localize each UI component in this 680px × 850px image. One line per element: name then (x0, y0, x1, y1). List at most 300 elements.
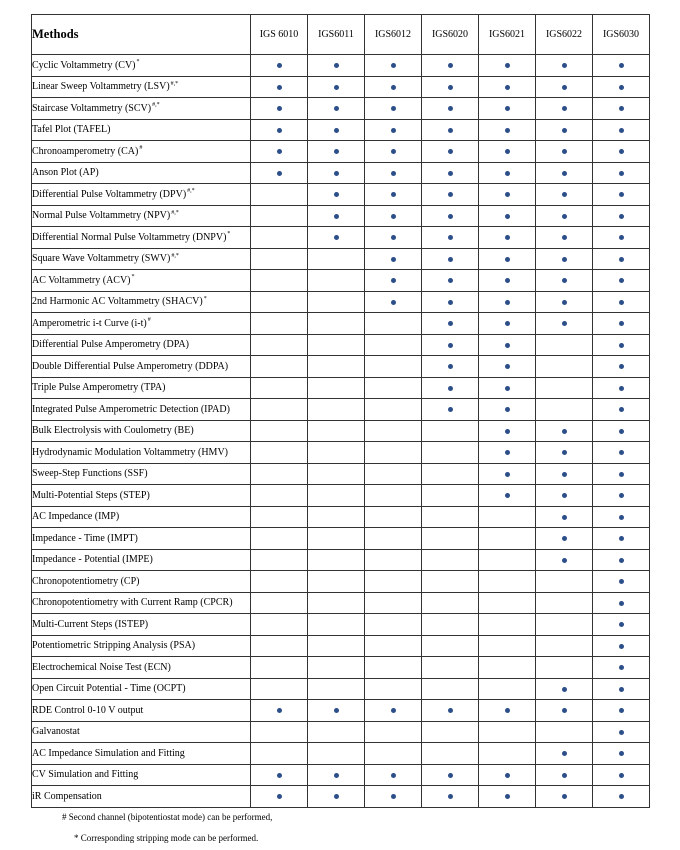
methods-capability-table (31, 14, 650, 808)
footnote-second-channel: # Second channel (bipotentiostat mode) can be performed, (62, 812, 273, 822)
capability-cell (422, 184, 479, 206)
method-name-cell (32, 184, 251, 206)
supported-dot-icon (277, 63, 282, 68)
capability-cell (593, 55, 650, 77)
supported-dot-icon (619, 321, 624, 326)
table-row (32, 549, 650, 571)
capability-cell (479, 377, 536, 399)
supported-dot-icon (391, 773, 396, 778)
capability-cell (593, 291, 650, 313)
model-column-header: IGS6021 (479, 15, 536, 55)
capability-cell (479, 506, 536, 528)
capability-cell (536, 184, 593, 206)
method-name-cell (32, 592, 251, 614)
supported-dot-icon (505, 429, 510, 434)
capability-cell (251, 463, 308, 485)
capability-cell (308, 571, 365, 593)
model-column-header: IGS6030 (593, 15, 650, 55)
capability-cell (308, 420, 365, 442)
supported-dot-icon (619, 149, 624, 154)
method-name: Differential Pulse Amperometry (DPA) (32, 339, 189, 351)
supported-dot-icon (619, 773, 624, 778)
supported-dot-icon (391, 171, 396, 176)
method-footnote-mark: # (147, 317, 151, 324)
capability-cell (479, 399, 536, 421)
capability-cell (308, 506, 365, 528)
supported-dot-icon (334, 235, 339, 240)
capability-cell (479, 162, 536, 184)
footnote-stripping-mode: * Corresponding stripping mode can be performed. (74, 833, 259, 843)
table-row (32, 786, 650, 808)
supported-dot-icon (391, 300, 396, 305)
supported-dot-icon (505, 257, 510, 262)
table-row (32, 119, 650, 141)
supported-dot-icon (391, 149, 396, 154)
capability-cell (479, 98, 536, 120)
capability-cell (536, 657, 593, 679)
capability-cell (365, 227, 422, 249)
supported-dot-icon (277, 171, 282, 176)
method-name-cell (32, 743, 251, 765)
capability-cell (479, 657, 536, 679)
capability-cell (536, 678, 593, 700)
supported-dot-icon (619, 106, 624, 111)
methods-column-header: Methods (32, 15, 251, 55)
capability-cell (308, 721, 365, 743)
capability-cell (251, 506, 308, 528)
supported-dot-icon (448, 149, 453, 154)
supported-dot-icon (562, 687, 567, 692)
supported-dot-icon (391, 257, 396, 262)
capability-cell (479, 119, 536, 141)
supported-dot-icon (448, 278, 453, 283)
supported-dot-icon (391, 214, 396, 219)
capability-cell (365, 635, 422, 657)
supported-dot-icon (448, 407, 453, 412)
capability-cell (365, 528, 422, 550)
capability-cell (365, 700, 422, 722)
supported-dot-icon (619, 622, 624, 627)
capability-cell (308, 184, 365, 206)
supported-dot-icon (619, 558, 624, 563)
capability-cell (479, 334, 536, 356)
capability-cell (593, 76, 650, 98)
capability-cell (308, 141, 365, 163)
capability-cell (422, 141, 479, 163)
table-row (32, 377, 650, 399)
supported-dot-icon (562, 794, 567, 799)
capability-cell (479, 678, 536, 700)
supported-dot-icon (334, 214, 339, 219)
capability-cell (251, 614, 308, 636)
supported-dot-icon (505, 321, 510, 326)
table-row (32, 463, 650, 485)
supported-dot-icon (562, 536, 567, 541)
capability-cell (479, 205, 536, 227)
method-name-cell (32, 356, 251, 378)
capability-cell (251, 549, 308, 571)
capability-cell (479, 291, 536, 313)
table-row (32, 141, 650, 163)
capability-cell (422, 743, 479, 765)
capability-cell (422, 764, 479, 786)
capability-cell (536, 700, 593, 722)
capability-cell (593, 377, 650, 399)
supported-dot-icon (391, 278, 396, 283)
supported-dot-icon (562, 235, 567, 240)
capability-cell (422, 549, 479, 571)
table-row (32, 635, 650, 657)
supported-dot-icon (619, 364, 624, 369)
capability-cell (422, 270, 479, 292)
capability-cell (308, 76, 365, 98)
method-name-cell (32, 291, 251, 313)
capability-cell (536, 399, 593, 421)
supported-dot-icon (505, 235, 510, 240)
method-name-cell (32, 270, 251, 292)
supported-dot-icon (619, 278, 624, 283)
supported-dot-icon (448, 235, 453, 240)
table-row (32, 571, 650, 593)
method-name: Open Circuit Potential - Time (OCPT) (32, 683, 186, 695)
table-row (32, 657, 650, 679)
supported-dot-icon (277, 794, 282, 799)
supported-dot-icon (505, 85, 510, 90)
supported-dot-icon (448, 364, 453, 369)
supported-dot-icon (505, 450, 510, 455)
method-name: Differential Normal Pulse Voltammetry (DNPV) (32, 231, 227, 243)
capability-cell (251, 162, 308, 184)
supported-dot-icon (562, 257, 567, 262)
capability-cell (251, 270, 308, 292)
supported-dot-icon (562, 493, 567, 498)
capability-cell (536, 420, 593, 442)
capability-cell (308, 786, 365, 808)
supported-dot-icon (334, 85, 339, 90)
capability-cell (365, 291, 422, 313)
capability-cell (536, 442, 593, 464)
capability-cell (593, 721, 650, 743)
supported-dot-icon (505, 278, 510, 283)
method-name-cell (32, 635, 251, 657)
capability-cell (251, 98, 308, 120)
method-name: Tafel Plot (TAFEL) (32, 124, 111, 136)
supported-dot-icon (619, 450, 624, 455)
supported-dot-icon (562, 751, 567, 756)
capability-cell (308, 227, 365, 249)
table-row (32, 76, 650, 98)
supported-dot-icon (448, 794, 453, 799)
capability-cell (536, 377, 593, 399)
supported-dot-icon (505, 128, 510, 133)
capability-cell (308, 98, 365, 120)
supported-dot-icon (562, 321, 567, 326)
supported-dot-icon (619, 235, 624, 240)
capability-cell (479, 313, 536, 335)
capability-cell (251, 635, 308, 657)
supported-dot-icon (505, 106, 510, 111)
capability-cell (422, 356, 479, 378)
supported-dot-icon (562, 450, 567, 455)
capability-cell (422, 678, 479, 700)
supported-dot-icon (619, 171, 624, 176)
supported-dot-icon (448, 321, 453, 326)
supported-dot-icon (562, 85, 567, 90)
capability-cell (422, 571, 479, 593)
table-row (32, 205, 650, 227)
supported-dot-icon (562, 300, 567, 305)
method-name-cell (32, 98, 251, 120)
method-name: Chronoamperometry (CA) (32, 145, 139, 157)
method-footnote-mark: #,* (171, 209, 179, 216)
capability-cell (251, 420, 308, 442)
supported-dot-icon (619, 300, 624, 305)
method-name: Linear Sweep Voltammetry (LSV) (32, 81, 170, 93)
capability-cell (365, 506, 422, 528)
capability-cell (536, 227, 593, 249)
capability-cell (593, 356, 650, 378)
capability-cell (365, 442, 422, 464)
supported-dot-icon (505, 214, 510, 219)
capability-cell (479, 227, 536, 249)
capability-cell (593, 657, 650, 679)
method-name-cell (32, 141, 251, 163)
supported-dot-icon (619, 192, 624, 197)
capability-cell (308, 205, 365, 227)
method-name-cell (32, 55, 251, 77)
capability-cell (365, 420, 422, 442)
capability-cell (422, 248, 479, 270)
method-name: Anson Plot (AP) (32, 167, 99, 179)
table-row (32, 743, 650, 765)
capability-cell (251, 356, 308, 378)
supported-dot-icon (619, 579, 624, 584)
capability-cell (479, 764, 536, 786)
supported-dot-icon (391, 106, 396, 111)
supported-dot-icon (505, 149, 510, 154)
method-footnote-mark: * (131, 274, 135, 281)
table-row (32, 184, 650, 206)
capability-cell (479, 485, 536, 507)
capability-cell (593, 463, 650, 485)
capability-cell (593, 248, 650, 270)
capability-cell (308, 270, 365, 292)
supported-dot-icon (562, 472, 567, 477)
capability-cell (251, 678, 308, 700)
supported-dot-icon (619, 472, 624, 477)
capability-cell (251, 313, 308, 335)
capability-cell (308, 485, 365, 507)
method-name-cell (32, 678, 251, 700)
supported-dot-icon (391, 708, 396, 713)
method-name: Differential Pulse Voltammetry (DPV) (32, 188, 187, 200)
table-row (32, 700, 650, 722)
capability-cell (308, 377, 365, 399)
capability-cell (536, 635, 593, 657)
method-name: 2nd Harmonic AC Voltammetry (SHACV) (32, 296, 203, 308)
supported-dot-icon (505, 343, 510, 348)
model-column-header: IGS6022 (536, 15, 593, 55)
model-column-header: IGS6020 (422, 15, 479, 55)
capability-cell (308, 55, 365, 77)
capability-cell (536, 98, 593, 120)
method-name-cell (32, 721, 251, 743)
capability-cell (365, 98, 422, 120)
method-name-cell (32, 313, 251, 335)
table-row (32, 227, 650, 249)
supported-dot-icon (334, 149, 339, 154)
capability-cell (593, 334, 650, 356)
table-row (32, 592, 650, 614)
capability-cell (536, 270, 593, 292)
capability-cell (536, 506, 593, 528)
supported-dot-icon (334, 773, 339, 778)
capability-cell (308, 743, 365, 765)
method-name: Normal Pulse Voltammetry (NPV) (32, 210, 171, 222)
method-name-cell (32, 334, 251, 356)
capability-cell (251, 657, 308, 679)
supported-dot-icon (334, 708, 339, 713)
method-name-cell (32, 614, 251, 636)
capability-cell (593, 270, 650, 292)
capability-cell (251, 184, 308, 206)
method-name-cell (32, 700, 251, 722)
method-footnote-mark: * (227, 231, 231, 238)
capability-cell (422, 700, 479, 722)
method-name-cell (32, 442, 251, 464)
capability-cell (479, 635, 536, 657)
method-footnote-mark: #,* (187, 188, 195, 195)
capability-cell (251, 764, 308, 786)
method-name: Double Differential Pulse Amperometry (DDPA) (32, 360, 229, 372)
method-name-cell (32, 420, 251, 442)
supported-dot-icon (277, 85, 282, 90)
capability-cell (308, 291, 365, 313)
supported-dot-icon (505, 773, 510, 778)
table-row (32, 485, 650, 507)
capability-cell (536, 764, 593, 786)
supported-dot-icon (505, 192, 510, 197)
capability-cell (593, 184, 650, 206)
capability-cell (308, 463, 365, 485)
capability-cell (308, 248, 365, 270)
capability-cell (536, 248, 593, 270)
capability-cell (251, 141, 308, 163)
capability-cell (422, 162, 479, 184)
supported-dot-icon (619, 515, 624, 520)
table-row (32, 506, 650, 528)
supported-dot-icon (334, 128, 339, 133)
capability-cell (479, 55, 536, 77)
capability-cell (593, 141, 650, 163)
capability-cell (422, 442, 479, 464)
capability-cell (365, 334, 422, 356)
supported-dot-icon (619, 687, 624, 692)
model-column-header: IGS6011 (308, 15, 365, 55)
capability-cell (308, 119, 365, 141)
method-name-cell (32, 377, 251, 399)
capability-cell (251, 485, 308, 507)
capability-cell (308, 592, 365, 614)
capability-cell (365, 248, 422, 270)
capability-cell (365, 76, 422, 98)
capability-cell (422, 334, 479, 356)
supported-dot-icon (505, 708, 510, 713)
method-name-cell (32, 571, 251, 593)
capability-cell (593, 442, 650, 464)
capability-cell (422, 614, 479, 636)
table-row (32, 721, 650, 743)
capability-cell (365, 678, 422, 700)
capability-cell (593, 786, 650, 808)
supported-dot-icon (448, 257, 453, 262)
capability-cell (365, 764, 422, 786)
capability-cell (422, 635, 479, 657)
capability-cell (593, 162, 650, 184)
capability-cell (536, 55, 593, 77)
capability-cell (251, 786, 308, 808)
capability-cell (422, 786, 479, 808)
capability-cell (536, 291, 593, 313)
method-name-cell (32, 227, 251, 249)
table-row (32, 98, 650, 120)
capability-cell (593, 764, 650, 786)
capability-cell (308, 614, 365, 636)
method-name: Cyclic Voltammetry (CV) (32, 59, 136, 71)
table-row (32, 614, 650, 636)
capability-cell (422, 98, 479, 120)
capability-cell (536, 76, 593, 98)
capability-cell (365, 743, 422, 765)
supported-dot-icon (562, 149, 567, 154)
capability-cell (593, 678, 650, 700)
method-footnote-mark: * (203, 295, 207, 302)
supported-dot-icon (505, 472, 510, 477)
method-name-cell (32, 248, 251, 270)
supported-dot-icon (277, 149, 282, 154)
capability-cell (251, 528, 308, 550)
supported-dot-icon (391, 85, 396, 90)
capability-cell (365, 571, 422, 593)
capability-cell (365, 55, 422, 77)
supported-dot-icon (334, 106, 339, 111)
supported-dot-icon (277, 708, 282, 713)
supported-dot-icon (448, 386, 453, 391)
supported-dot-icon (619, 536, 624, 541)
supported-dot-icon (619, 493, 624, 498)
supported-dot-icon (562, 515, 567, 520)
capability-cell (308, 356, 365, 378)
capability-cell (422, 55, 479, 77)
method-name: Square Wave Voltammetry (SWV) (32, 253, 171, 265)
supported-dot-icon (505, 386, 510, 391)
capability-cell (479, 743, 536, 765)
capability-cell (593, 98, 650, 120)
supported-dot-icon (391, 192, 396, 197)
supported-dot-icon (277, 773, 282, 778)
method-name: Chronopotentiometry (CP) (32, 575, 140, 587)
capability-cell (251, 571, 308, 593)
capability-cell (308, 442, 365, 464)
capability-cell (308, 334, 365, 356)
method-name: AC Impedance Simulation and Fitting (32, 747, 185, 759)
capability-cell (479, 141, 536, 163)
supported-dot-icon (505, 364, 510, 369)
supported-dot-icon (619, 751, 624, 756)
capability-cell (593, 549, 650, 571)
capability-cell (251, 592, 308, 614)
supported-dot-icon (391, 794, 396, 799)
